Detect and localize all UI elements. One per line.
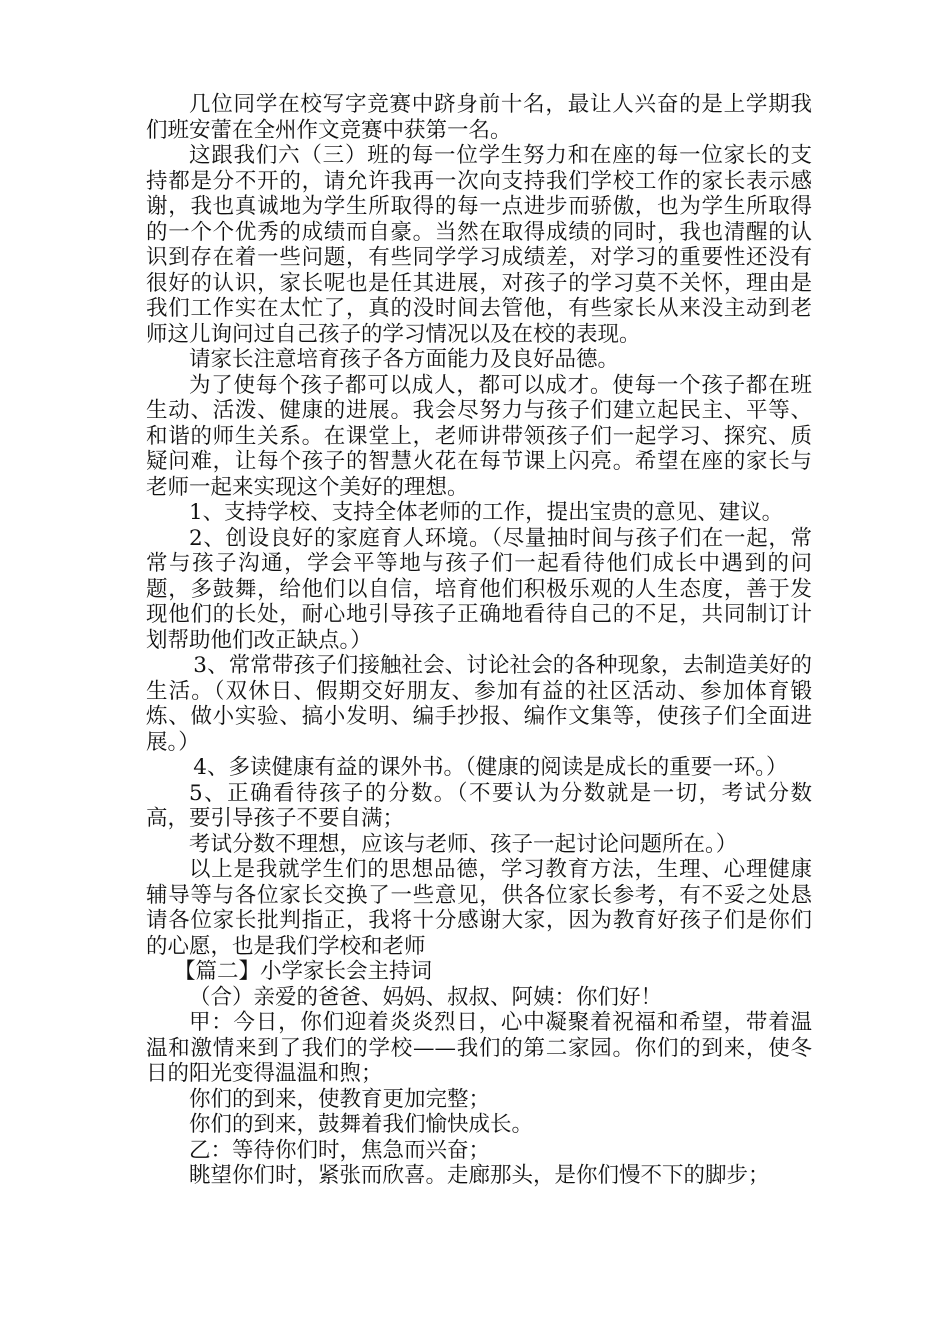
paragraph-thanks-and-problems: 这跟我们六（三）班的每一位学生努力和在座的每一位家长的支持都是分不开的，请允许我再一次向支持我们学校工作的家长表示感谢，我也真诚地为学生所取得的每一点进步而骄傲，也为学生所取得的一个个优秀的成绩而自豪。当然在取得成绩的同时，我也清醒的认识到存在着一些问题，有些同学学习成绩差，对学习的重要性还没有很好的认识，家长呢也是任其进展，对孩子的学习莫不关怀，理由是我们工作实在太忙了，真的没时间去管他，有些家长从来没主动到老师这儿询问过自己孩子的学习情况以及在校的表现。 [146,143,812,347]
greeting-line: （合）亲爱的爸爸、妈妈、叔叔、阿姨：你们好！ [189,984,663,1010]
paragraph-cultivate-abilities: 请家长注意培育孩子各方面能力及良好品德。 [189,347,620,372]
document-page [146,92,812,1189]
speech-line-1: 你们的到来，使教育更加完整； [189,1086,491,1112]
list-item-5: 5、正确看待孩子的分数。（不要认为分数就是一切，考试分数高，要引导孩子不要自满； [146,780,812,831]
paragraph-conclusion: 以上是我就学生们的思想品德，学习教育方法，生理、心理健康辅导等与各位家长交换了一些意见，供各位家长参考，有不妥之处恳请各位家长批判指正，我将十分感谢大家，因为教育好孩子们是你们的心愿，也是我们学校和老师 [146,857,812,959]
list-item-3: 3、常常带孩子们接触社会、讨论社会的各种现象，去制造美好的生活。（双休日、假期交好朋友、参加有益的社区活动、参加体育锻炼、做小实验、搞小发明、编手抄报、编作文集等，使孩子们全面进展。） [146,653,812,755]
list-item-4: 4、多读健康有益的课外书。（健康的阅读是成长的重要一环。） [193,755,788,780]
section-heading-part-two: 【篇二】小学家长会主持词 [173,959,432,984]
list-item-1: 1、支持学校、支持全体老师的工作，提出宝贵的意见、建议。 [189,500,784,525]
paragraph-teacher-goals: 为了使每个孩子都可以成人，都可以成才。使每一个孩子都在班生动、活泼、健康的进展。我会尽努力与孩子们建立起民主、平等、和谐的师生关系。在课堂上，老师讲带领孩子们一起学习、探究、质疑问难，让每个孩子的智慧火花在每节课上闪亮。希望在座的家长与老师一起来实现这个美好的理想。 [146,372,812,500]
speech-line-3: 眺望你们时，紧张而欣喜。走廊那头，是你们慢不下的脚步； [189,1163,770,1188]
speaker-b-line: 乙：等待你们时，焦急而兴奋； [189,1137,491,1163]
speech-line-2: 你们的到来，鼓舞着我们愉快成长。 [189,1112,534,1137]
list-item-2: 2、创设良好的家庭育人环境。（尽量抽时间与孩子们在一起，常常与孩子沟通，学会平等地与孩子们一起看待他们成长中遇到的问题，多鼓舞，给他们以自信，培育他们积极乐观的人生态度，善于发现他们的长处，耐心地引导孩子正确地看待自己的不足，共同制订计划帮助他们改正缺点。） [146,525,812,653]
list-item-5-continued: 考试分数不理想，应该与老师、孩子一起讨论问题所在。） [189,831,738,857]
speaker-a-paragraph: 甲：今日，你们迎着炎炎烈日，心中凝聚着祝福和希望，带着温温和激情来到了我们的学校——我们的第二家园。你们的到来，使冬日的阳光变得温温和煦； [146,1010,812,1086]
paragraph-competition-results: 几位同学在校写字竞赛中跻身前十名，最让人兴奋的是上学期我们班安蕾在全州作文竞赛中获第一名。 [146,92,812,143]
